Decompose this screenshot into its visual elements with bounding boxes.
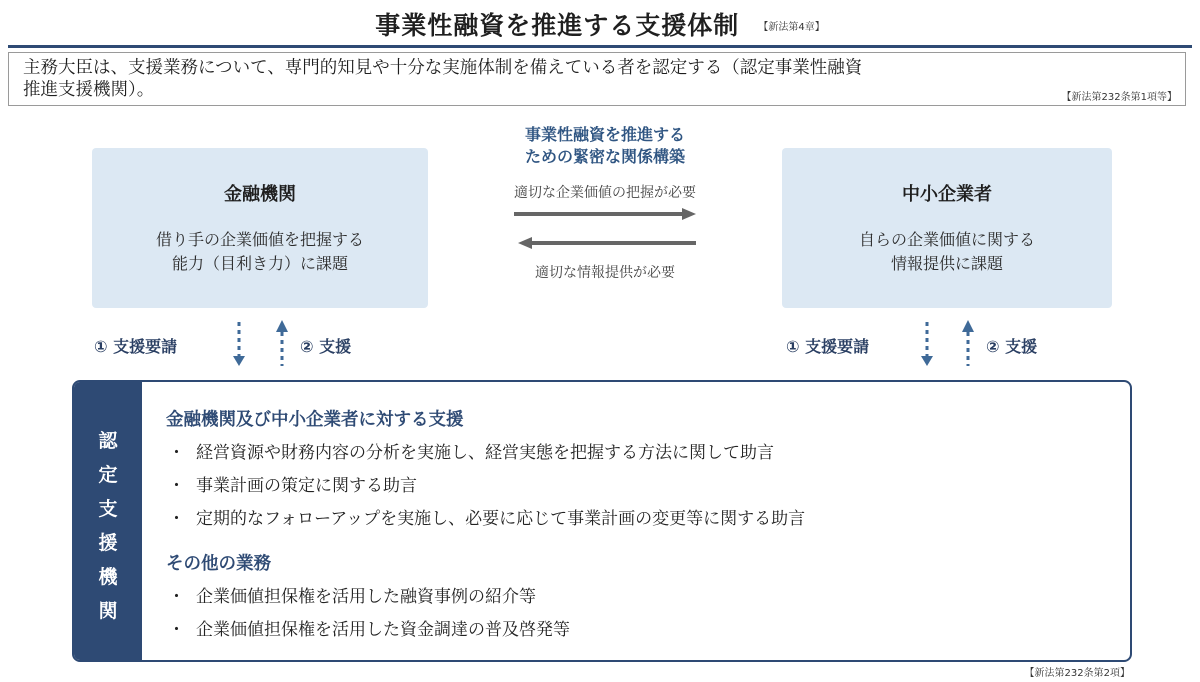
right-arrow-icon <box>514 208 696 220</box>
intro-text-line1: 主務大臣は、支援業務について、専門的知見や十分な実施体制を備えている者を認定する（認定事業性融資 <box>23 58 863 78</box>
left-up-dotted-arrow-icon <box>276 320 288 366</box>
side-char: 援 <box>98 532 118 554</box>
financial-institution-desc <box>92 228 428 276</box>
intro-box <box>8 52 1186 106</box>
financial-institution-title: 金融機関 <box>224 184 296 205</box>
side-char: 定 <box>98 464 118 486</box>
relationship-heading-line1: 事業性融資を推進する <box>524 125 685 144</box>
bullet-dot: ・ <box>168 509 185 529</box>
financial-institution-desc-line2: 能力（目利き力）に課題 <box>171 254 348 273</box>
title-divider <box>8 45 1192 48</box>
intro-text-line2: 推進支援機関）。 <box>23 80 155 100</box>
left-request-label: ① 支援要請 <box>94 337 178 356</box>
list-item: ・ 企業価値担保権を活用した資金調達の普及啓発等 <box>168 615 570 640</box>
title-law-reference: 【新法第4章】 <box>758 22 825 33</box>
to-fi-flow-label: 適切な情報提供が必要 <box>535 265 675 281</box>
financial-institution-box <box>92 148 428 308</box>
side-char: 支 <box>98 498 118 520</box>
right-down-dotted-arrow-icon <box>921 322 933 366</box>
certified-body-side-label <box>74 382 142 660</box>
page-title: 事業性融資を推進する支援体制 <box>375 11 740 40</box>
sme-desc <box>782 228 1112 276</box>
right-request-label: ① 支援要請 <box>786 337 870 356</box>
left-down-dotted-arrow-icon <box>233 322 245 366</box>
list-item: ・ 経営資源や財務内容の分析を実施し、経営実態を把握する方法に関して助言 <box>168 438 774 463</box>
bullet-dot: ・ <box>168 587 185 607</box>
list-item: ・ 事業計画の策定に関する助言 <box>168 471 417 496</box>
side-char: 機 <box>98 566 118 588</box>
side-char: 認 <box>98 430 118 452</box>
bullet-dot: ・ <box>168 620 185 640</box>
left-support-label: ② 支援 <box>300 337 352 356</box>
left-arrow-icon <box>518 237 696 249</box>
list-item: ・ 定期的なフォローアップを実施し、必要に応じて事業計画の変更等に関する助言 <box>168 504 805 529</box>
list-item: ・ 企業価値担保権を活用した融資事例の紹介等 <box>168 582 536 607</box>
right-up-dotted-arrow-icon <box>962 320 974 366</box>
title-row <box>0 6 1200 42</box>
sme-desc-line1: 自らの企業価値に関する <box>858 230 1035 249</box>
section-other-title: その他の業務 <box>166 554 271 574</box>
sme-box <box>782 148 1112 308</box>
right-support-label: ② 支援 <box>986 337 1038 356</box>
to-sme-flow-label: 適切な企業価値の把握が必要 <box>514 185 696 201</box>
side-char: 関 <box>98 600 118 622</box>
bullet-dot: ・ <box>168 443 185 463</box>
certified-support-body-box <box>72 380 1132 662</box>
bottom-law-reference: 【新法第232条第2項】 <box>1024 668 1130 679</box>
relationship-heading <box>440 124 770 168</box>
financial-institution-desc-line1: 借り手の企業価値を把握する <box>155 230 364 249</box>
sme-title: 中小企業者 <box>902 184 992 205</box>
intro-law-reference: 【新法第232条第1項等】 <box>1061 92 1177 103</box>
sme-desc-line2: 情報提供に課題 <box>890 254 1003 273</box>
bullet-dot: ・ <box>168 476 185 496</box>
section-support-title: 金融機関及び中小企業者に対する支援 <box>166 410 464 430</box>
relationship-heading-line2: ための緊密な関係構築 <box>524 147 685 166</box>
